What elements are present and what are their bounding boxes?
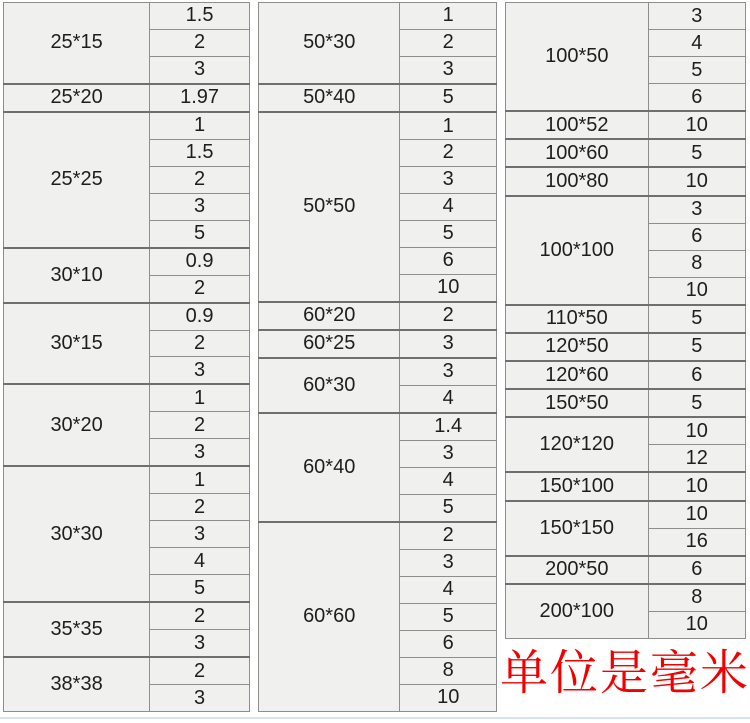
size-cell: 38*38 [4,657,150,711]
thickness-cell: 4 [400,576,497,603]
spec-row [506,389,746,417]
spec-row [506,472,746,500]
thickness-cell: 2 [150,330,250,357]
spec-row [506,3,746,30]
thickness-cell: 6 [648,223,745,250]
thickness-cell: 2 [400,29,497,56]
thickness-cell: 1 [150,466,250,493]
thickness-cell: 16 [648,528,745,556]
size-cell: 30*15 [4,303,150,385]
size-cell: 120*120 [506,417,649,472]
thickness-cell: 1.5 [150,3,250,30]
thickness-cell: 0.9 [150,303,250,330]
spec-row [4,602,250,629]
size-cell: 50*50 [259,112,400,302]
thickness-cell: 10 [648,501,745,529]
size-cell: 150*150 [506,501,649,556]
thickness-cell: 10 [400,684,497,711]
thickness-cell: 6 [400,247,497,274]
size-cell: 60*60 [259,522,400,712]
thickness-cell: 1 [150,384,250,411]
spec-table-right [505,2,746,639]
thickness-cell: 2 [150,166,250,193]
spec-row [259,3,497,30]
thickness-cell: 1.4 [400,413,497,441]
thickness-cell: 6 [648,84,745,112]
spec-row [4,112,250,139]
size-cell: 100*60 [506,139,649,167]
spec-row [4,384,250,411]
thickness-cell: 3 [150,439,250,466]
thickness-cell: 5 [150,220,250,247]
thickness-cell: 5 [648,333,745,361]
thickness-cell: 5 [400,603,497,630]
spec-table-middle [258,2,497,712]
size-cell: 60*20 [259,302,400,330]
thickness-cell: 1.97 [150,84,250,112]
unit-note: 单位是毫米 [500,647,750,700]
thickness-cell: 6 [400,630,497,657]
thickness-cell: 2 [400,302,497,330]
thickness-cell: 3 [400,330,497,358]
thickness-cell: 1 [400,3,497,30]
spec-row [259,84,497,112]
thickness-cell: 3 [150,521,250,548]
size-cell: 100*80 [506,167,649,195]
size-cell: 50*30 [259,3,400,84]
spec-table-right [505,2,746,639]
thickness-cell: 3 [400,56,497,84]
spec-table-middle [258,2,497,712]
spec-row [4,657,250,684]
spec-row [506,556,746,584]
size-cell: 150*50 [506,389,649,417]
size-cell: 30*10 [4,248,150,303]
thickness-cell: 8 [400,657,497,684]
spec-table-left [3,2,250,712]
thickness-cell: 4 [150,548,250,575]
thickness-cell: 10 [648,167,745,195]
thickness-cell: 5 [648,57,745,84]
thickness-cell: 3 [400,441,497,468]
thickness-cell: 6 [648,556,745,584]
size-cell: 200*100 [506,584,649,639]
size-cell: 120*50 [506,333,649,361]
thickness-cell: 2 [150,275,250,302]
spec-row [259,330,497,358]
spec-row [4,248,250,275]
size-cell: 25*15 [4,3,150,84]
size-cell: 200*50 [506,556,649,584]
thickness-cell: 2 [400,140,497,167]
thickness-cell: 4 [648,30,745,57]
size-cell: 110*50 [506,305,649,333]
thickness-cell: 4 [400,193,497,220]
thickness-cell: 2 [150,412,250,439]
size-cell: 25*25 [4,112,150,248]
size-cell: 120*60 [506,361,649,389]
thickness-cell: 10 [648,277,745,305]
spec-row [259,302,497,330]
spec-row [259,358,497,386]
thickness-cell: 3 [400,549,497,576]
size-cell: 100*50 [506,3,649,112]
size-cell: 30*20 [4,384,150,466]
thickness-cell: 2 [150,657,250,684]
thickness-cell: 2 [400,522,497,550]
thickness-cell: 10 [648,611,745,638]
size-cell: 60*30 [259,358,400,413]
thickness-cell: 3 [648,3,745,30]
thickness-cell: 0.9 [150,248,250,275]
spec-row [259,112,497,140]
size-cell: 35*35 [4,602,150,657]
thickness-cell: 3 [150,357,250,384]
thickness-cell: 10 [648,111,745,139]
thickness-cell: 8 [648,584,745,612]
thickness-cell: 3 [400,358,497,386]
size-cell: 25*20 [4,84,150,112]
thickness-cell: 6 [648,361,745,389]
thickness-cell: 10 [648,417,745,445]
spec-row [4,84,250,112]
thickness-cell: 5 [648,389,745,417]
thickness-cell: 5 [400,84,497,112]
thickness-cell: 5 [400,220,497,247]
thickness-cell: 2 [150,29,250,56]
spec-row [506,196,746,224]
thickness-cell: 5 [648,305,745,333]
thickness-cell: 1 [150,112,250,139]
spec-row [506,361,746,389]
spec-row [506,139,746,167]
thickness-cell: 3 [400,166,497,193]
thickness-cell: 2 [150,494,250,521]
bottom-divider [0,717,750,719]
spec-row [4,466,250,493]
thickness-cell: 8 [648,250,745,277]
size-cell: 100*100 [506,196,649,305]
spec-row [506,333,746,361]
thickness-cell: 4 [400,385,497,413]
spec-row [506,305,746,333]
spec-row [4,3,250,30]
size-cell: 50*40 [259,84,400,112]
thickness-cell: 5 [648,139,745,167]
spec-row [506,417,746,445]
thickness-cell: 3 [648,196,745,224]
thickness-cell: 5 [150,575,250,602]
spec-table-left [3,2,250,712]
spec-row [506,167,746,195]
thickness-cell: 2 [150,602,250,629]
thickness-cell: 1 [400,112,497,140]
thickness-cell: 10 [400,274,497,302]
size-cell: 60*25 [259,330,400,358]
thickness-cell: 3 [150,685,250,712]
spec-row [506,111,746,139]
size-cell: 100*52 [506,111,649,139]
spec-row [4,303,250,330]
thickness-cell: 3 [150,193,250,220]
size-cell: 60*40 [259,413,400,522]
thickness-cell: 12 [648,445,745,473]
spec-row [506,501,746,529]
thickness-cell: 1.5 [150,139,250,166]
size-cell: 30*30 [4,466,150,602]
thickness-cell: 3 [150,630,250,657]
spec-row [259,522,497,550]
spec-row [259,413,497,441]
thickness-cell: 3 [150,56,250,83]
thickness-cell: 5 [400,494,497,522]
thickness-cell: 10 [648,472,745,500]
size-cell: 150*100 [506,472,649,500]
thickness-cell: 4 [400,467,497,494]
spec-row [506,584,746,612]
